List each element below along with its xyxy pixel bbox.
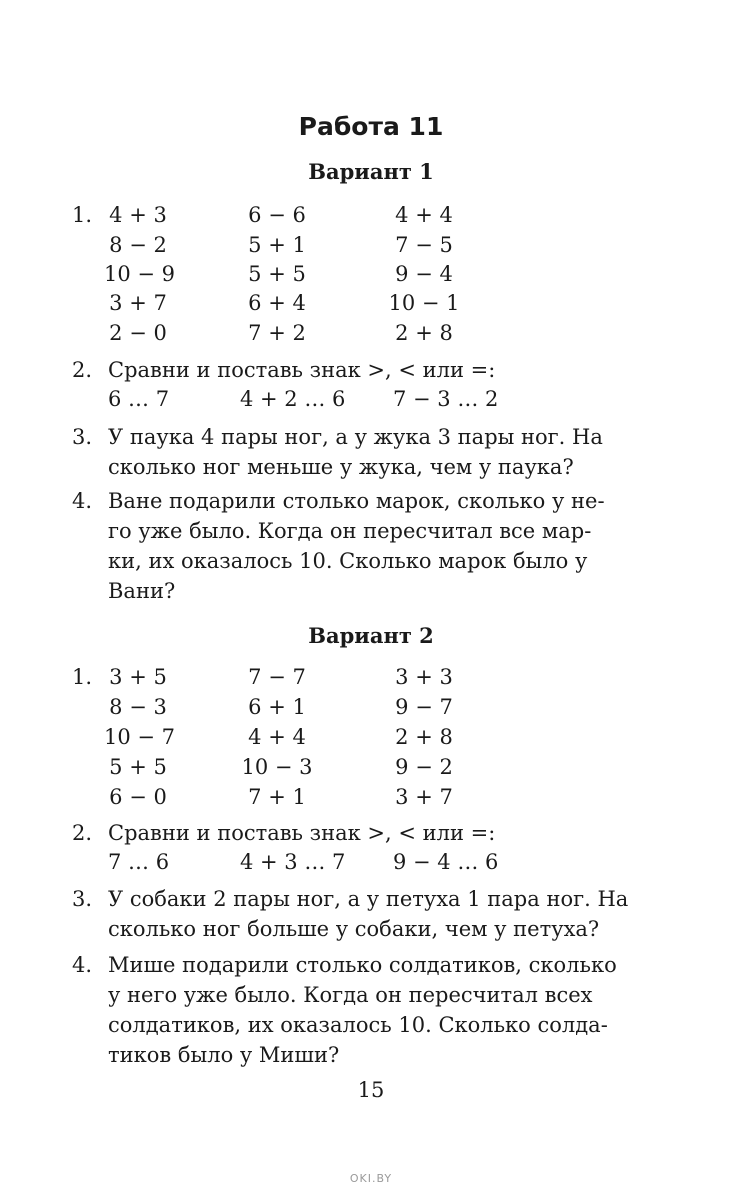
- expression: 7 − 5: [395, 233, 453, 257]
- expression: 8 − 2: [109, 233, 167, 257]
- task-number: 4.: [72, 489, 93, 513]
- expression: 10 − 9: [104, 262, 176, 286]
- task-number: 3.: [72, 887, 93, 911]
- comparison: 9 − 4 … 6: [393, 850, 499, 874]
- task-text-line: ки, их оказалось 10. Сколько марок было у: [108, 549, 588, 573]
- expression: 2 + 8: [395, 725, 453, 749]
- task-text: Сравни и поставь знак >, < или =:: [108, 358, 496, 382]
- task-text: Сравни и поставь знак >, < или =:: [108, 821, 496, 845]
- expression: 3 + 7: [109, 291, 167, 315]
- task-text-line: Ване подарили столько марок, сколько у не-: [108, 489, 605, 513]
- expression: 7 − 7: [248, 665, 306, 689]
- expression: 10 − 3: [241, 755, 313, 779]
- expression: 4 + 4: [248, 725, 306, 749]
- task-number: 1.: [72, 665, 93, 689]
- expression: 6 − 0: [109, 785, 167, 809]
- watermark: OKI.BY: [349, 1172, 393, 1185]
- page-title: Работа 11: [298, 112, 444, 141]
- expression: 3 + 5: [109, 665, 167, 689]
- expression: 4 + 3: [109, 203, 167, 227]
- expression: 9 − 7: [395, 695, 453, 719]
- expression: 3 + 3: [395, 665, 453, 689]
- task-number: 4.: [72, 953, 93, 977]
- expression: 9 − 2: [395, 755, 453, 779]
- comparison: 7 … 6: [108, 850, 170, 874]
- expression: 3 + 7: [395, 785, 453, 809]
- task-text-line: Мише подарили столько солдатиков, сколько: [108, 953, 617, 977]
- task-number: 3.: [72, 425, 93, 449]
- task-number: 2.: [72, 821, 93, 845]
- expression: 8 − 3: [109, 695, 167, 719]
- task-text-line: сколько ног больше у собаки, чем у петуха?: [108, 917, 600, 941]
- expression: 5 + 5: [109, 755, 167, 779]
- comparison: 7 − 3 … 2: [393, 387, 499, 411]
- task-text-line: сколько ног меньше у жука, чем у паука?: [108, 455, 574, 479]
- expression: 4 + 4: [395, 203, 453, 227]
- expression: 5 + 1: [248, 233, 306, 257]
- variant-1-heading: Вариант 1: [308, 159, 434, 184]
- task-text-line: У паука 4 пары ног, а у жука 3 пары ног. На: [108, 425, 603, 449]
- expression: 9 − 4: [395, 262, 453, 286]
- expression: 6 + 1: [248, 695, 306, 719]
- task-number: 1.: [72, 203, 93, 227]
- expression: 6 − 6: [248, 203, 306, 227]
- variant-2-heading: Вариант 2: [308, 623, 434, 648]
- expression: 5 + 5: [248, 262, 306, 286]
- expression: 2 − 0: [109, 321, 167, 345]
- expression: 10 − 1: [388, 291, 460, 315]
- task-text-line: го уже было. Когда он пересчитал все мар-: [108, 519, 592, 543]
- task-text-line: У собаки 2 пары ног, а у петуха 1 пара ног. На: [108, 887, 629, 911]
- task-text-line: тиков было у Миши?: [108, 1043, 340, 1067]
- task-text-line: у него уже было. Когда он пересчитал всех: [108, 983, 593, 1007]
- comparison: 6 … 7: [108, 387, 170, 411]
- expression: 7 + 1: [248, 785, 306, 809]
- expression: 7 + 2: [248, 321, 306, 345]
- comparison: 4 + 2 … 6: [240, 387, 346, 411]
- task-text-line: солдатиков, их оказалось 10. Сколько солда-: [108, 1013, 608, 1037]
- comparison: 4 + 3 … 7: [240, 850, 346, 874]
- task-text-line: Вани?: [108, 579, 176, 603]
- expression: 6 + 4: [248, 291, 306, 315]
- expression: 2 + 8: [395, 321, 453, 345]
- task-number: 2.: [72, 358, 93, 382]
- expression: 10 − 7: [104, 725, 176, 749]
- page-number: 15: [357, 1078, 385, 1102]
